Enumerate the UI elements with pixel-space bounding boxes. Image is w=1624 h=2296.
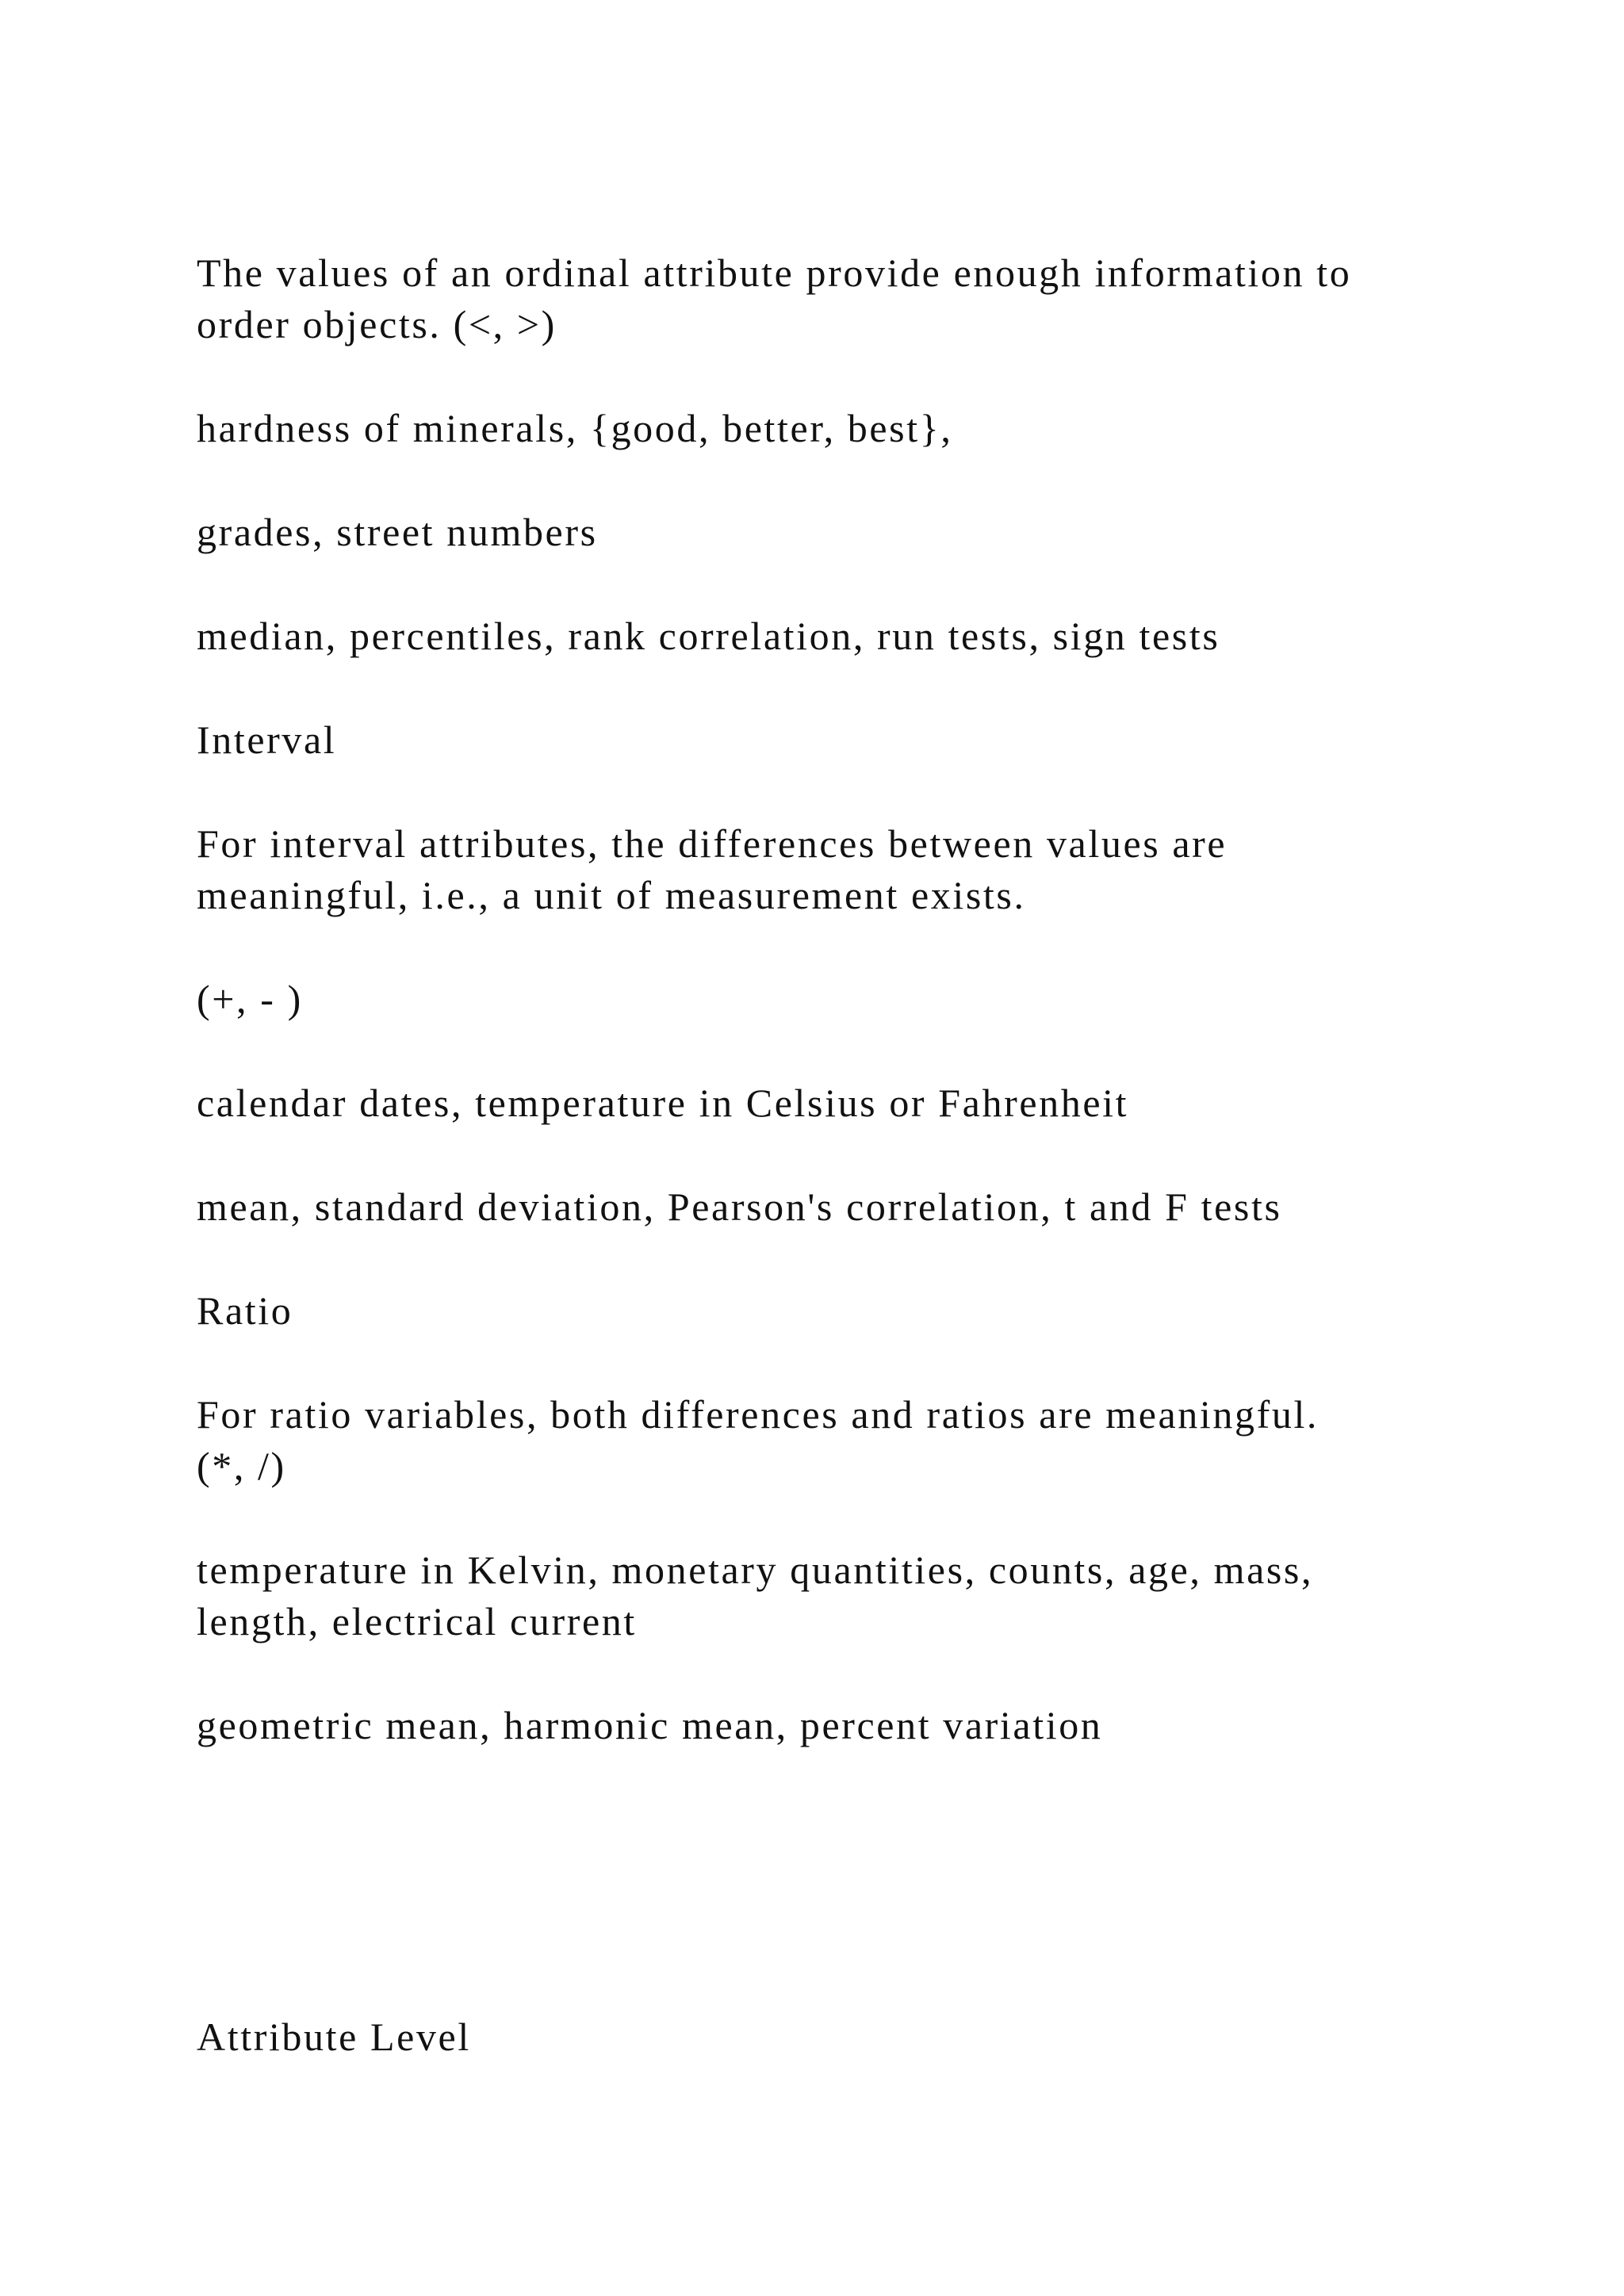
- text-line: median, percentiles, rank correlation, run tests, sign tests: [197, 614, 1220, 658]
- text-line: temperature in Kelvin, monetary quantities, counts, age, mass,: [197, 1548, 1314, 1592]
- paragraph-ratio-definition: [197, 1389, 1481, 1492]
- paragraph-ordinal-examples-1: [197, 403, 1481, 454]
- text-line: order objects. (<, >): [197, 302, 557, 346]
- heading-interval: [197, 714, 1481, 766]
- heading-ratio: [197, 1285, 1481, 1337]
- text-line: For ratio variables, both differences and ratios are meaningful.: [197, 1392, 1320, 1437]
- paragraph-interval-definition: [197, 818, 1481, 921]
- paragraph-ordinal-operations: [197, 610, 1481, 662]
- text-line: Interval: [197, 718, 337, 762]
- text-line: calendar dates, temperature in Celsius or Fahrenheit: [197, 1081, 1129, 1125]
- text-line: mean, standard deviation, Pearson's correlation, t and F tests: [197, 1184, 1282, 1229]
- text-line: Attribute Level: [197, 2015, 471, 2059]
- text-line: length, electrical current: [197, 1599, 637, 1644]
- paragraph-ordinal-definition: [197, 247, 1481, 350]
- text-line: hardness of minerals, {good, better, best},: [197, 406, 953, 450]
- text-line: (*, /): [197, 1444, 286, 1488]
- heading-attribute-level: [197, 2011, 1481, 2063]
- text-line: geometric mean, harmonic mean, percent variation: [197, 1703, 1103, 1747]
- paragraph-interval-operators: [197, 974, 1481, 1025]
- paragraph-ordinal-examples-2: [197, 507, 1481, 558]
- text-line: (+, - ): [197, 977, 303, 1021]
- paragraph-ratio-operations: [197, 1700, 1481, 1751]
- paragraph-interval-examples: [197, 1077, 1481, 1129]
- text-line: Ratio: [197, 1288, 293, 1333]
- text-line: For interval attributes, the differences between values are: [197, 821, 1228, 866]
- text-line: grades, street numbers: [197, 510, 598, 554]
- paragraph-ratio-examples: [197, 1544, 1481, 1647]
- paragraph-interval-operations: [197, 1181, 1481, 1233]
- text-line: meaningful, i.e., a unit of measurement exists.: [197, 873, 1026, 917]
- text-line: The values of an ordinal attribute provide enough information to: [197, 251, 1352, 295]
